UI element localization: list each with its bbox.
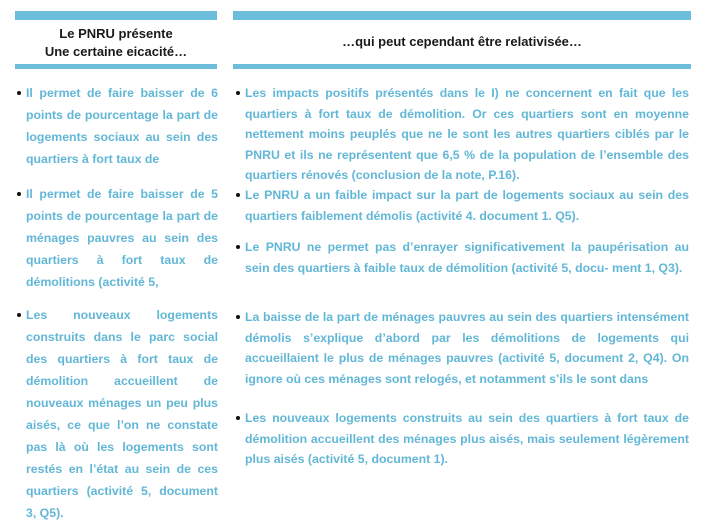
left-column-header <box>15 25 217 61</box>
bullet-icon <box>236 91 240 95</box>
right-header-top-rule <box>233 11 691 20</box>
left-header-bottom-rule <box>15 64 217 69</box>
bullet-icon <box>236 416 240 420</box>
right-column-header: …qui peut cependant être relativisée… <box>342 34 582 49</box>
right-item: Les nouveaux logements construits au sein des quartiers à fort taux de démolition accueillent des ménages plus aisés, mais seulement légèrement plus aisés (activité 5, document 1). <box>245 411 689 466</box>
bullet-icon <box>236 193 240 197</box>
bullet-icon <box>236 245 240 249</box>
left-item: Les nouveaux logements construits dans le parc social des quartiers à fort taux de démolition accueillent de nouveaux ménages un peu plus aisés, ce que l’on ne constate pas là où les logements sont restés en l’état au sein de ces quartiers (activité 5, document 3, Q5). <box>26 308 218 520</box>
bullet-icon <box>17 192 21 196</box>
right-item: Le PNRU ne permet pas d’enrayer significativement la paupérisation au sein des quartiers à faible taux de démolition (activité 5, docu- ment 1, Q3). <box>245 240 689 275</box>
left-item: Il permet de faire baisser de 6 points de pourcentage la part de logements sociaux au sein des quartiers à fort taux de <box>26 86 218 166</box>
bullet-icon <box>17 313 21 317</box>
bullet-icon <box>17 91 21 95</box>
left-header-line2: Une certaine eicacité… <box>44 44 188 59</box>
right-item: La baisse de la part de ménages pauvres au sein des quartiers intensément démolis s’explique d’abord par les démolitions de logements qui accueillaient le plus de ménages pauvres (activité 5, document 2, Q4). On ignore où ces ménages sont relogés, et notamment s’ils le sont dans <box>245 310 689 386</box>
right-header-bottom-rule <box>233 64 691 69</box>
right-item: Le PNRU a un faible impact sur la part de logements sociaux au sein des quartiers faiblement démolis (activité 4. document 1. Q5). <box>245 188 689 223</box>
left-item: Il permet de faire baisser de 5 points de pourcentage la part de ménages pauvres au sein des quartiers à fort taux de démolitions (activité 5, <box>26 187 218 289</box>
right-item: Les impacts positifs présentés dans le I) ne concernent en fait que les quartiers à fort taux de démolition. Or ces quartiers sont en moyenne nettement moins peuplés que ne le sont les autres quartiers ciblés par le PNRU et ils ne représentent que 6,5 % de la population de l’ensemble des quartiers rénovés (conclusion de la note, P.16). <box>245 86 689 182</box>
left-header-line1: Le PNRU présente <box>59 26 173 41</box>
bullet-icon <box>236 315 240 319</box>
left-header-top-rule <box>15 11 217 20</box>
